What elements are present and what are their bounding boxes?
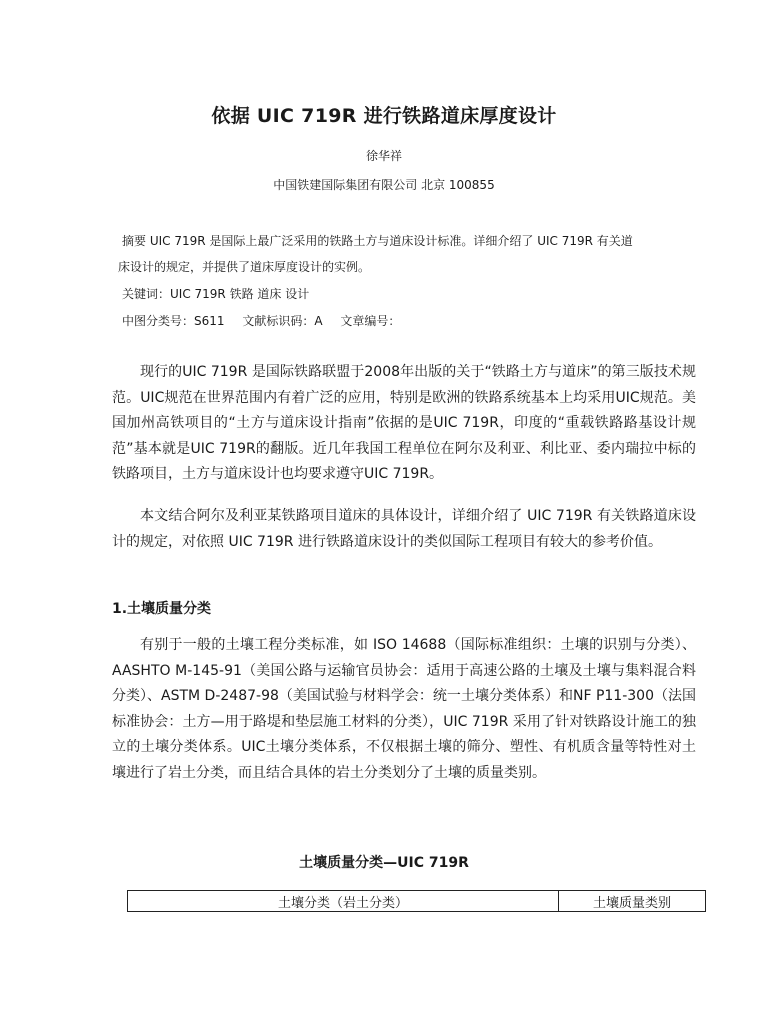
classification-line xyxy=(122,312,414,329)
document-code: 文献标识码：A xyxy=(242,314,323,328)
soil-classification-table xyxy=(127,890,706,912)
abstract xyxy=(118,228,702,280)
paper-title: 依据 UIC 719R 进行铁路道床厚度设计 xyxy=(211,105,557,127)
table-header-row xyxy=(128,891,706,912)
clc-number: 中图分类号：S611 xyxy=(122,314,225,328)
intro-paragraph-1: 现行的UIC 719R 是国际铁路联盟于2008年出版的关于“铁路土方与道床”的第三版技术规范。UIC规范在世界范围内有着广泛的应用，特别是欧洲的铁路系统基本上均采用UIC规范。美国加州高铁项目的“土方与道床设计指南”依据的是UIC 719R，印度的“重载铁路路基设计规范”基本就是UIC 719R的翻版。近几年我国工程单位在阿尔及利亚、利比亚、委内瑞拉中标的铁路项目，土方与道床设计也均要求遵守UIC 719R。 xyxy=(112,364,696,482)
table-header-cell: 土壤质量类别 xyxy=(559,891,706,912)
table-title: 土壤质量分类—UIC 719R xyxy=(299,855,469,871)
section-paragraph: 有别于一般的土壤工程分类标准，如 ISO 14688（国际标准组织：土壤的识别与分类）、AASHTO M-145-91（美国公路与运输官员协会：适用于高速公路的土壤及土壤与集料混合料分类）、ASTM D-2487-98（美国试验与材料学会：统一土壤分类体系）和NF P11-300（法国标准协会：土方—用于路堤和垫层施工材料的分类），UIC 719R 采用了针对铁路设计施工的独立的土壤分类体系。UIC土壤分类体系，不仅根据土壤的筛分、塑性、有机质含量等特性对土壤进行了岩土分类，而且结合具体的岩土分类划分了土壤的质量类别。 xyxy=(112,637,696,781)
author-name: 徐华祥 xyxy=(365,149,402,163)
abstract-line-2: 床设计的规定，并提供了道床厚度设计的实例。 xyxy=(118,260,371,274)
article-number: 文章编号： xyxy=(340,314,401,328)
section-heading: 1.土壤质量分类 xyxy=(112,601,212,617)
keywords: 关键词：UIC 719R 铁路 道床 设计 xyxy=(122,287,310,301)
intro-paragraph-2: 本文结合阿尔及利亚某铁路项目道床的具体设计，详细介绍了 UIC 719R 有关铁路道床设计的规定，对依照 UIC 719R 进行铁路道床设计的类似国际工程项目有较大的参考价值。 xyxy=(112,508,696,550)
author-affiliation: 中国铁建国际集团有限公司 北京 100855 xyxy=(273,178,495,192)
table-header-cell: 土壤分类（岩土分类） xyxy=(128,891,559,912)
abstract-line-1: 摘要 UIC 719R 是国际上最广泛采用的铁路土方与道床设计标准。详细介绍了 UIC 719R 有关道 xyxy=(122,234,633,248)
